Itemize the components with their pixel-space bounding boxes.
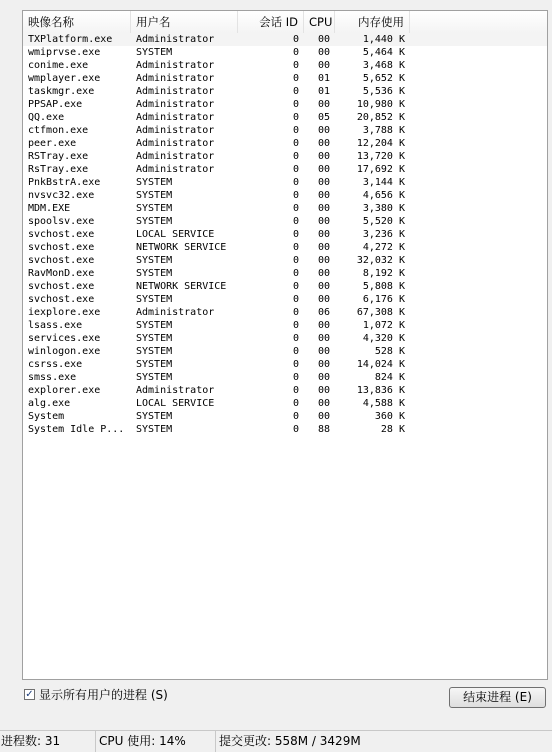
process-row[interactable] <box>23 332 547 345</box>
process-name: svchost.exe <box>28 281 95 292</box>
column-header-user-name[interactable]: 用户名 <box>131 11 238 33</box>
process-session-id: 0 <box>292 307 299 318</box>
process-memory: 32,032 K <box>356 255 405 266</box>
process-row[interactable] <box>23 384 547 397</box>
status-commit-charge: 提交更改: 558M / 3429M <box>219 734 361 748</box>
process-cpu: 06 <box>317 307 330 318</box>
process-row[interactable] <box>23 267 547 280</box>
process-name: wmiprvse.exe <box>28 47 101 58</box>
process-memory: 6,176 K <box>362 294 405 305</box>
process-row[interactable] <box>23 176 547 189</box>
process-memory: 5,808 K <box>362 281 405 292</box>
process-cpu: 00 <box>317 242 330 253</box>
process-row[interactable] <box>23 410 547 423</box>
process-cpu: 00 <box>317 281 330 292</box>
process-cpu: 05 <box>317 112 330 123</box>
process-name: RsTray.exe <box>28 164 89 175</box>
process-session-id: 0 <box>292 255 299 266</box>
process-session-id: 0 <box>292 346 299 357</box>
process-session-id: 0 <box>292 125 299 136</box>
process-name: alg.exe <box>28 398 71 409</box>
process-memory: 360 K <box>374 411 405 422</box>
process-user: SYSTEM <box>136 359 173 370</box>
process-name: peer.exe <box>28 138 77 149</box>
process-cpu: 00 <box>317 125 330 136</box>
process-cpu: 00 <box>317 190 330 201</box>
process-session-id: 0 <box>292 242 299 253</box>
process-row[interactable] <box>23 254 547 267</box>
process-name: RSTray.exe <box>28 151 89 162</box>
process-memory: 1,440 K <box>362 34 405 45</box>
process-user: SYSTEM <box>136 203 173 214</box>
process-session-id: 0 <box>292 34 299 45</box>
process-user: LOCAL SERVICE <box>136 398 215 409</box>
process-name: PPSAP.exe <box>28 99 83 110</box>
process-row[interactable] <box>23 124 547 137</box>
process-memory: 5,464 K <box>362 47 405 58</box>
process-cpu: 00 <box>317 255 330 266</box>
process-row[interactable] <box>23 241 547 254</box>
process-cpu: 00 <box>317 385 330 396</box>
show-all-users-option[interactable] <box>24 686 168 702</box>
process-session-id: 0 <box>292 190 299 201</box>
process-session-id: 0 <box>292 268 299 279</box>
process-name: iexplore.exe <box>28 307 101 318</box>
process-name: spoolsv.exe <box>28 216 95 227</box>
process-name: explorer.exe <box>28 385 101 396</box>
status-bar <box>0 730 552 752</box>
process-user: SYSTEM <box>136 177 173 188</box>
process-user: SYSTEM <box>136 216 173 227</box>
process-memory: 528 K <box>374 346 405 357</box>
end-process-button[interactable]: 结束进程 (E) <box>449 687 546 708</box>
process-session-id: 0 <box>292 203 299 214</box>
process-user: Administrator <box>136 307 215 318</box>
process-session-id: 0 <box>292 177 299 188</box>
process-session-id: 0 <box>292 164 299 175</box>
column-header-cpu[interactable]: CPU <box>304 11 335 33</box>
process-memory: 13,720 K <box>356 151 405 162</box>
process-name: nvsvc32.exe <box>28 190 95 201</box>
process-user: Administrator <box>136 164 215 175</box>
process-session-id: 0 <box>292 73 299 84</box>
process-cpu: 00 <box>317 138 330 149</box>
process-session-id: 0 <box>292 138 299 149</box>
process-session-id: 0 <box>292 47 299 58</box>
process-session-id: 0 <box>292 99 299 110</box>
process-user: Administrator <box>136 73 215 84</box>
process-name: System Idle P... <box>28 424 125 435</box>
process-user: SYSTEM <box>136 372 173 383</box>
process-cpu: 00 <box>317 359 330 370</box>
process-user: SYSTEM <box>136 294 173 305</box>
process-name: lsass.exe <box>28 320 83 331</box>
process-memory: 3,468 K <box>362 60 405 71</box>
process-name: ctfmon.exe <box>28 125 89 136</box>
process-row[interactable] <box>23 189 547 202</box>
process-session-id: 0 <box>292 398 299 409</box>
process-row[interactable] <box>23 98 547 111</box>
process-name: RavMonD.exe <box>28 268 95 279</box>
process-user: NETWORK SERVICE <box>136 242 227 253</box>
process-session-id: 0 <box>292 359 299 370</box>
process-cpu: 00 <box>317 411 330 422</box>
process-session-id: 0 <box>292 333 299 344</box>
process-row[interactable] <box>23 306 547 319</box>
process-user: SYSTEM <box>136 190 173 201</box>
process-session-id: 0 <box>292 151 299 162</box>
column-header-image-name[interactable]: 映像名称 <box>23 11 131 33</box>
process-user: Administrator <box>136 112 215 123</box>
status-process-count: 进程数: 31 <box>0 731 96 752</box>
process-row[interactable] <box>23 280 547 293</box>
process-user: Administrator <box>136 125 215 136</box>
process-memory: 28 K <box>380 424 405 435</box>
process-cpu: 00 <box>317 333 330 344</box>
process-name: MDM.EXE <box>28 203 71 214</box>
process-cpu: 00 <box>317 320 330 331</box>
process-name: System <box>28 411 65 422</box>
process-cpu: 00 <box>317 60 330 71</box>
show-all-users-label[interactable]: 显示所有用户的进程 (S) <box>39 687 168 702</box>
process-user: NETWORK SERVICE <box>136 281 227 292</box>
process-row[interactable] <box>23 397 547 410</box>
process-memory: 3,380 K <box>362 203 405 214</box>
process-row[interactable] <box>23 319 547 332</box>
process-cpu: 00 <box>317 294 330 305</box>
process-user: Administrator <box>136 151 215 162</box>
process-memory: 4,272 K <box>362 242 405 253</box>
process-session-id: 0 <box>292 60 299 71</box>
process-row[interactable] <box>23 423 547 436</box>
process-row[interactable] <box>23 371 547 384</box>
process-memory: 14,024 K <box>356 359 405 370</box>
process-memory: 3,144 K <box>362 177 405 188</box>
process-row[interactable] <box>23 163 547 176</box>
process-row[interactable] <box>23 59 547 72</box>
process-rows <box>23 33 547 436</box>
process-session-id: 0 <box>292 216 299 227</box>
process-cpu: 00 <box>317 268 330 279</box>
process-memory: 12,204 K <box>356 138 405 149</box>
process-memory: 5,520 K <box>362 216 405 227</box>
process-memory: 4,588 K <box>362 398 405 409</box>
process-cpu: 00 <box>317 203 330 214</box>
process-memory: 20,852 K <box>356 112 405 123</box>
process-name: conime.exe <box>28 60 89 71</box>
process-cpu: 00 <box>317 34 330 45</box>
process-user: Administrator <box>136 99 215 110</box>
column-header-session-id[interactable]: 会话 ID <box>238 11 304 33</box>
process-memory: 67,308 K <box>356 307 405 318</box>
process-name: svchost.exe <box>28 242 95 253</box>
process-memory: 1,072 K <box>362 320 405 331</box>
process-row[interactable] <box>23 111 547 124</box>
process-user: Administrator <box>136 34 215 45</box>
process-cpu: 00 <box>317 372 330 383</box>
process-user: Administrator <box>136 138 215 149</box>
process-memory: 824 K <box>374 372 405 383</box>
process-row[interactable] <box>23 345 547 358</box>
process-memory: 10,980 K <box>356 99 405 110</box>
process-user: SYSTEM <box>136 320 173 331</box>
process-cpu: 00 <box>317 216 330 227</box>
process-row[interactable] <box>23 293 547 306</box>
process-cpu: 00 <box>317 398 330 409</box>
process-name: taskmgr.exe <box>28 86 95 97</box>
process-user: SYSTEM <box>136 411 173 422</box>
process-name: services.exe <box>28 333 101 344</box>
process-name: TXPlatform.exe <box>28 34 113 45</box>
process-cpu: 01 <box>317 73 330 84</box>
process-row[interactable] <box>23 46 547 59</box>
process-row[interactable] <box>23 228 547 241</box>
process-cpu: 00 <box>317 47 330 58</box>
process-memory: 17,692 K <box>356 164 405 175</box>
process-cpu: 00 <box>317 229 330 240</box>
process-cpu: 00 <box>317 164 330 175</box>
process-row[interactable] <box>23 33 547 46</box>
process-user: SYSTEM <box>136 424 173 435</box>
process-memory: 8,192 K <box>362 268 405 279</box>
process-row[interactable] <box>23 358 547 371</box>
process-cpu: 00 <box>317 99 330 110</box>
process-user: SYSTEM <box>136 255 173 266</box>
process-user: SYSTEM <box>136 333 173 344</box>
process-user: SYSTEM <box>136 47 173 58</box>
process-memory: 4,320 K <box>362 333 405 344</box>
process-session-id: 0 <box>292 86 299 97</box>
process-session-id: 0 <box>292 281 299 292</box>
process-memory: 4,656 K <box>362 190 405 201</box>
process-user: Administrator <box>136 60 215 71</box>
process-session-id: 0 <box>292 385 299 396</box>
process-row[interactable] <box>23 85 547 98</box>
process-name: csrss.exe <box>28 359 83 370</box>
process-memory: 3,236 K <box>362 229 405 240</box>
process-name: QQ.exe <box>28 112 65 123</box>
process-session-id: 0 <box>292 372 299 383</box>
process-name: svchost.exe <box>28 229 95 240</box>
process-user: SYSTEM <box>136 346 173 357</box>
process-name: wmplayer.exe <box>28 73 101 84</box>
process-name: PnkBstrA.exe <box>28 177 101 188</box>
process-name: svchost.exe <box>28 294 95 305</box>
process-cpu: 00 <box>317 346 330 357</box>
process-user: SYSTEM <box>136 268 173 279</box>
column-header-filler <box>410 11 547 33</box>
process-session-id: 0 <box>292 112 299 123</box>
process-row[interactable] <box>23 150 547 163</box>
process-list[interactable] <box>22 10 548 680</box>
process-name: winlogon.exe <box>28 346 101 357</box>
column-header-memory[interactable]: 内存使用 <box>335 11 410 33</box>
process-cpu: 00 <box>317 151 330 162</box>
process-memory: 13,836 K <box>356 385 405 396</box>
process-memory: 5,652 K <box>362 73 405 84</box>
process-memory: 3,788 K <box>362 125 405 136</box>
process-name: svchost.exe <box>28 255 95 266</box>
process-row[interactable] <box>23 215 547 228</box>
process-cpu: 88 <box>317 424 330 435</box>
process-memory: 5,536 K <box>362 86 405 97</box>
process-session-id: 0 <box>292 320 299 331</box>
status-cpu-usage: CPU 使用: 14% <box>96 731 216 752</box>
process-row[interactable] <box>23 137 547 150</box>
process-cpu: 01 <box>317 86 330 97</box>
process-row[interactable] <box>23 72 547 85</box>
process-session-id: 0 <box>292 424 299 435</box>
process-row[interactable] <box>23 202 547 215</box>
process-session-id: 0 <box>292 411 299 422</box>
process-cpu: 00 <box>317 177 330 188</box>
process-session-id: 0 <box>292 229 299 240</box>
process-session-id: 0 <box>292 294 299 305</box>
process-user: Administrator <box>136 385 215 396</box>
process-user: LOCAL SERVICE <box>136 229 215 240</box>
process-user: Administrator <box>136 86 215 97</box>
show-all-users-checkbox[interactable]: ✓ <box>25 688 34 700</box>
column-header-row <box>23 11 547 34</box>
process-name: smss.exe <box>28 372 77 383</box>
